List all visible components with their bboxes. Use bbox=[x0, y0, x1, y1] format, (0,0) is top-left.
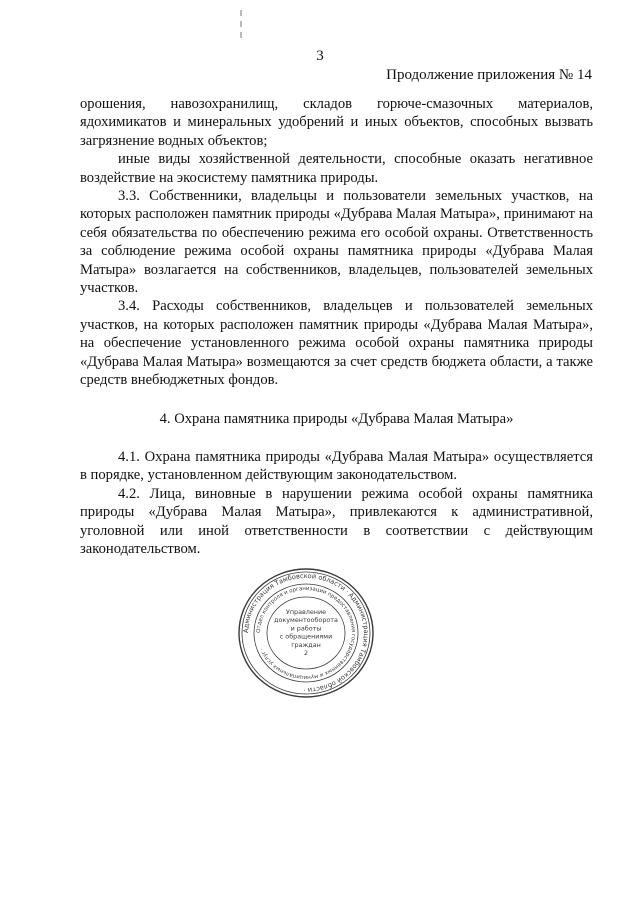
svg-text:Администрация Тамбовской облас: Администрация Тамбовской области · Администрация Тамбовской области · bbox=[241, 571, 371, 695]
paragraph-continuation: орошения, навозохранилищ, складов горюче-смазочных материалов, ядохимикатов и минеральных удобрений и иных объектов, способных вызвать загрязнение водных объектов; bbox=[80, 96, 593, 149]
stamp-center-line: Управление bbox=[285, 608, 327, 616]
stamp-center-line: документооборота bbox=[274, 616, 338, 625]
document-body bbox=[80, 95, 593, 558]
paragraph-3-4: 3.4. Расходы собственников, владельцев и пользователей земельных участков, на которых расположен памятник природы «Дубрава Малая Матыра», на обеспечение установленного режима особой охраны памятника природы «Дубрава Малая Матыра» возмещаются за счет средств бюджета области, а также средств внебюджетных фондов. bbox=[80, 298, 593, 389]
official-stamp bbox=[236, 566, 376, 700]
stamp-center-line: и работы bbox=[290, 624, 322, 633]
paragraph-activities: иные виды хозяйственной деятельности, способные оказать негативное воздействие на экосистему памятника природы. bbox=[80, 151, 593, 186]
page-number: 3 bbox=[316, 48, 324, 64]
appendix-note: Продолжение приложения № 14 bbox=[386, 67, 592, 83]
paragraph-4-2: 4.2. Лица, виновные в нарушении режима особой охраны памятника природы «Дубрава Малая Матыра», привлекаются к административной, уголовной или иной ответственности в соответствии с действующим законодательством. bbox=[80, 485, 593, 557]
stamp-seal-icon bbox=[236, 566, 376, 700]
paragraph-3-3: 3.3. Собственники, владельцы и пользователи земельных участков, на которых расположен памятник природы «Дубрава Малая Матыра», принимают на себя обязательства по обеспечению режима его особой охраны. Ответственность за соблюдение режима особой охраны памятника природы «Дубрава Малая Матыра» возлагается на собственников, владельцев, пользователей земельных участков. bbox=[80, 188, 593, 297]
section-heading-4: 4. Охрана памятника природы «Дубрава Малая Матыра» bbox=[159, 410, 514, 427]
svg-text:Отдел контроля и организации п: Отдел контроля и организации предоставления государственных и муниципальных услуг · bbox=[255, 585, 357, 681]
stamp-center-line: граждан bbox=[291, 640, 321, 649]
scan-mark bbox=[238, 8, 244, 42]
stamp-center-line: 2 bbox=[303, 649, 309, 657]
stamp-center-line: с обращениями bbox=[279, 632, 333, 641]
paragraph-4-1: 4.1. Охрана памятника природы «Дубрава Малая Матыра» осуществляется в порядке, установленном действующим законодательством. bbox=[80, 448, 593, 484]
